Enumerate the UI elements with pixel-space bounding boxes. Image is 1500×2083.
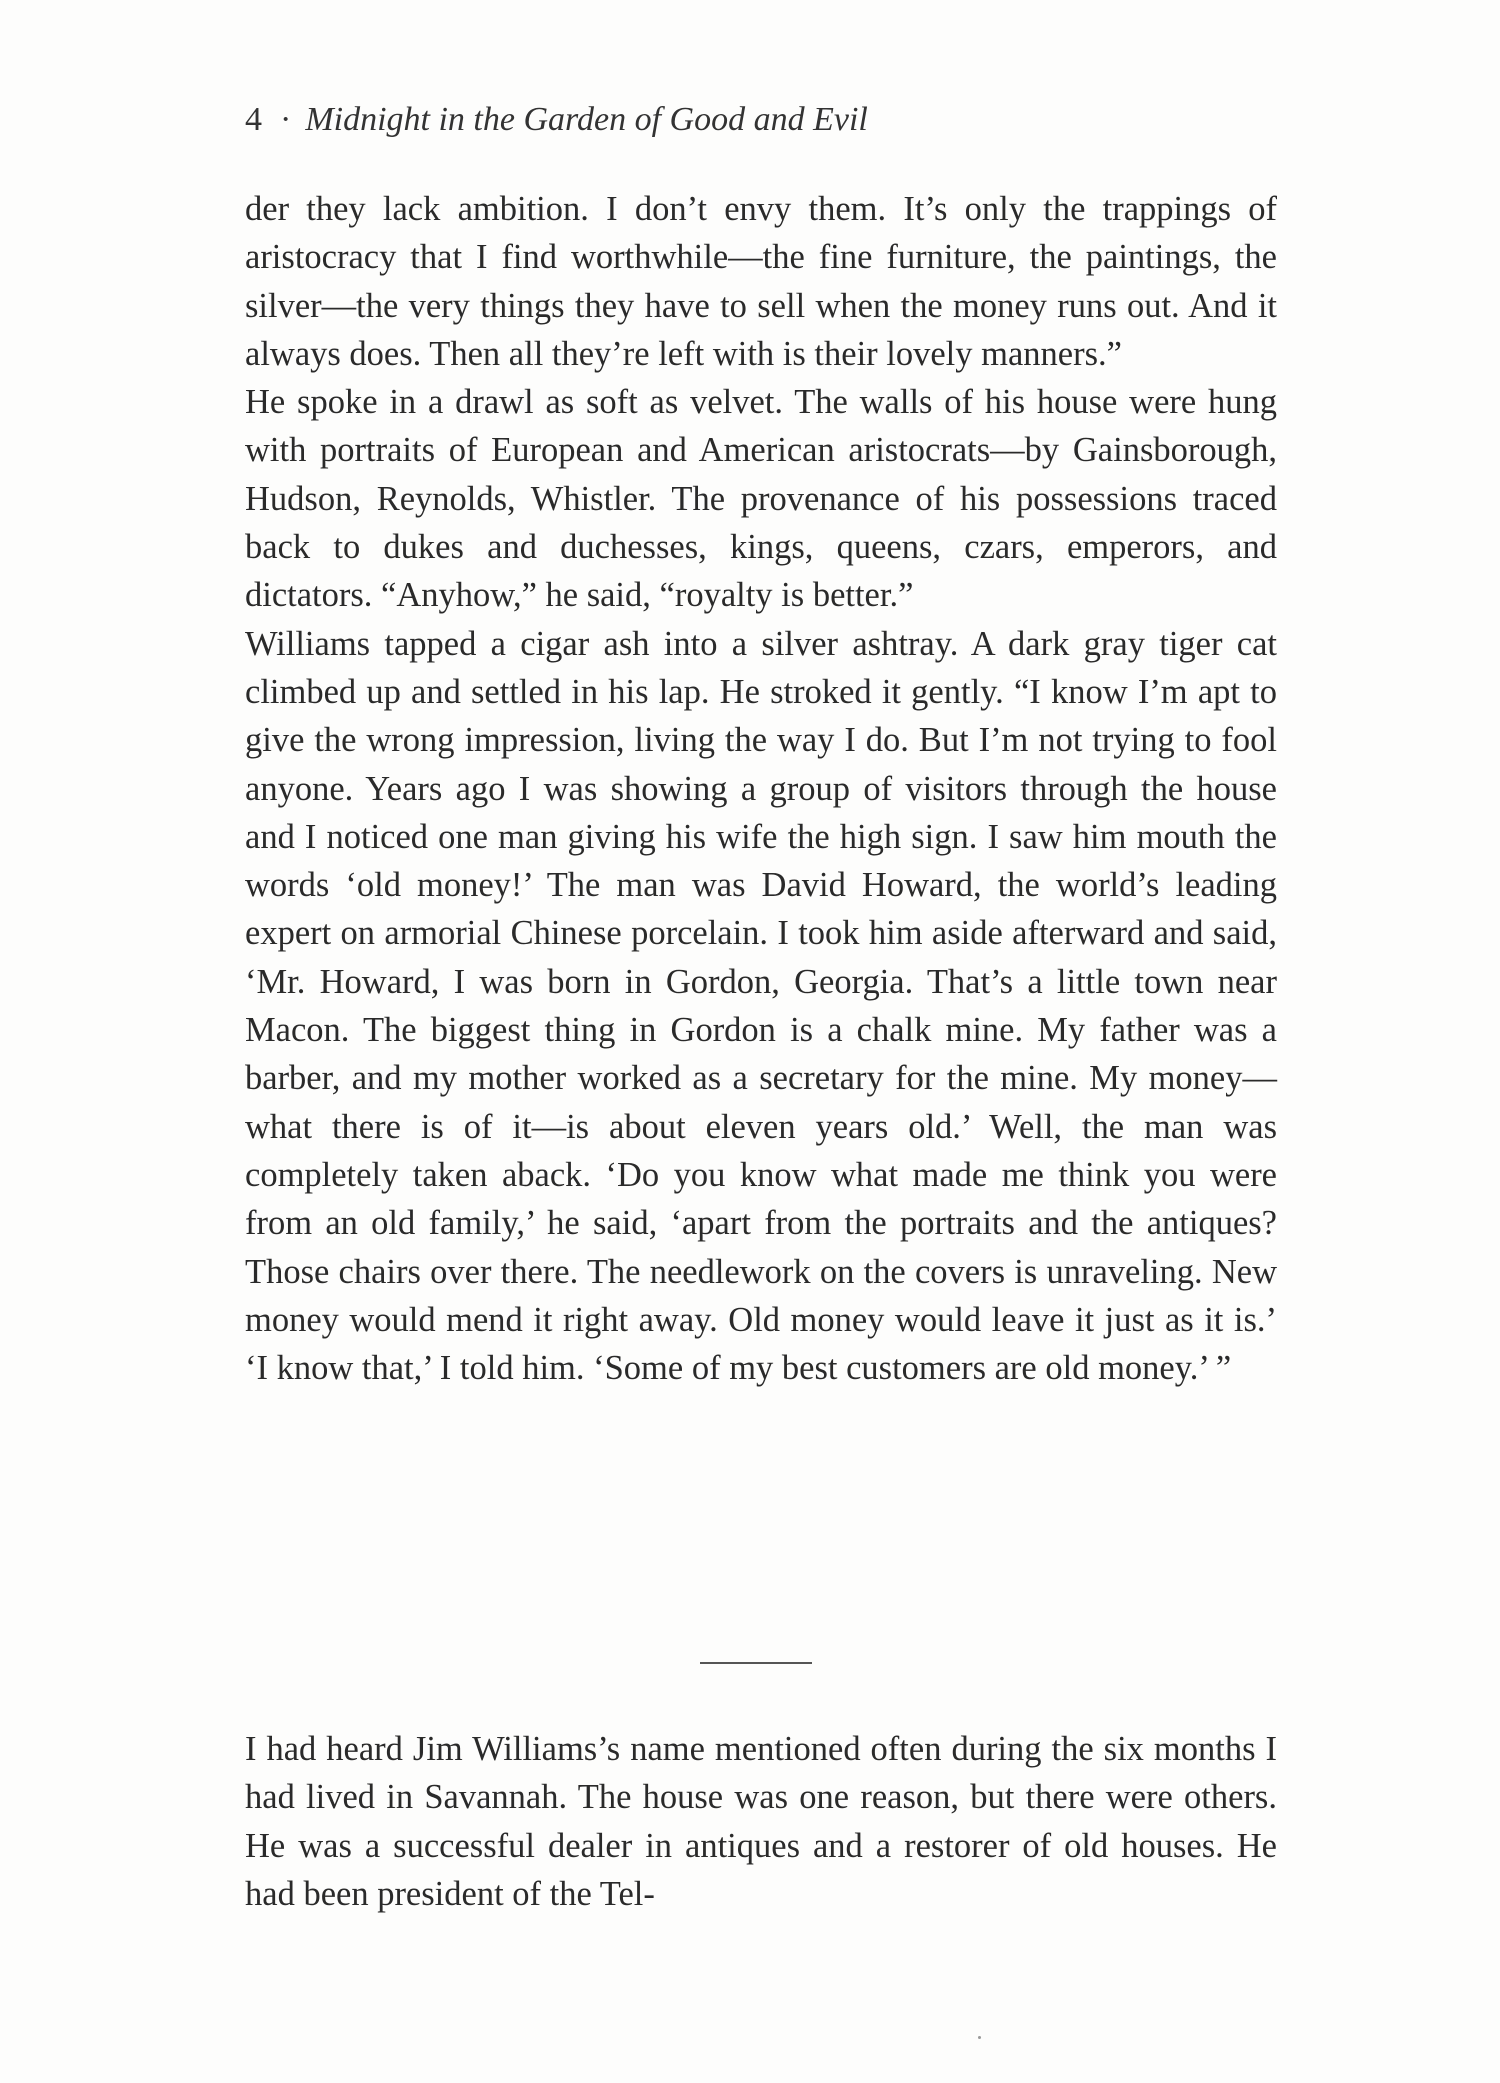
running-head [245,98,1285,142]
header-separator: · [280,101,292,138]
book-title: Midnight in the Garden of Good and Evil [305,101,868,138]
text-block-section-1 [245,185,1277,1392]
paragraph: He spoke in a drawl as soft as velvet. The walls of his house were hung with portraits of European and American aristocrats—by Gainsborough, Hudson, Reynolds, Whistler. The provenance of his possessions traced back to dukes and duchesses, kings, queens, czars, emperors, and dictators. “Anyhow,” he said, “royalty is better.” [245,383,1277,615]
section-divider [700,1662,812,1664]
text-block-section-2 [245,1725,1277,1918]
page-number: 4 [245,101,262,138]
paragraph: I had heard Jim Williams’s name mentioned often during the six months I had lived in Savannah. The house was one reason, but there were others. He was a successful dealer in antiques and a restorer of old houses. He had been president of the Tel- [245,1730,1277,1913]
paragraph: Williams tapped a cigar ash into a silver ashtray. A dark gray tiger cat climbed up and settled in his lap. He stroked it gently. “I know I’m apt to give the wrong impression, living the way I do. But I’m not trying to fool anyone. Years ago I was showing a group of visitors through the house and I noticed one man giving his wife the high sign. I saw him mouth the words ‘old money!’ The man was David Howard, the world’s leading expert on armorial Chinese porcelain. I took him aside afterward and said, ‘Mr. Howard, I was born in Gordon, Georgia. That’s a little town near Macon. The biggest thing in Gordon is a chalk mine. My father was a barber, and my mother worked as a secretary for the mine. My money—what there is of it—is about eleven years old.’ Well, the man was completely taken aback. ‘Do you know what made me think you were from an old family,’ he said, ‘apart from the portraits and the antiques? Those chairs over there. The needlework on the covers is unraveling. New money would mend it right away. Old money would leave it just as it is.’ ‘I know that,’ I told him. ‘Some of my best customers are old money.’ ” [245,624,1277,1388]
paragraph: der they lack ambition. I don’t envy them. It’s only the trappings of aristocracy that I find worthwhile—the fine furniture, the paintings, the silver—the very things they have to sell when the money runs out. And it always does. Then all they’re left with is their lovely manners.” [245,190,1277,373]
paper-speck [978,2036,981,2039]
